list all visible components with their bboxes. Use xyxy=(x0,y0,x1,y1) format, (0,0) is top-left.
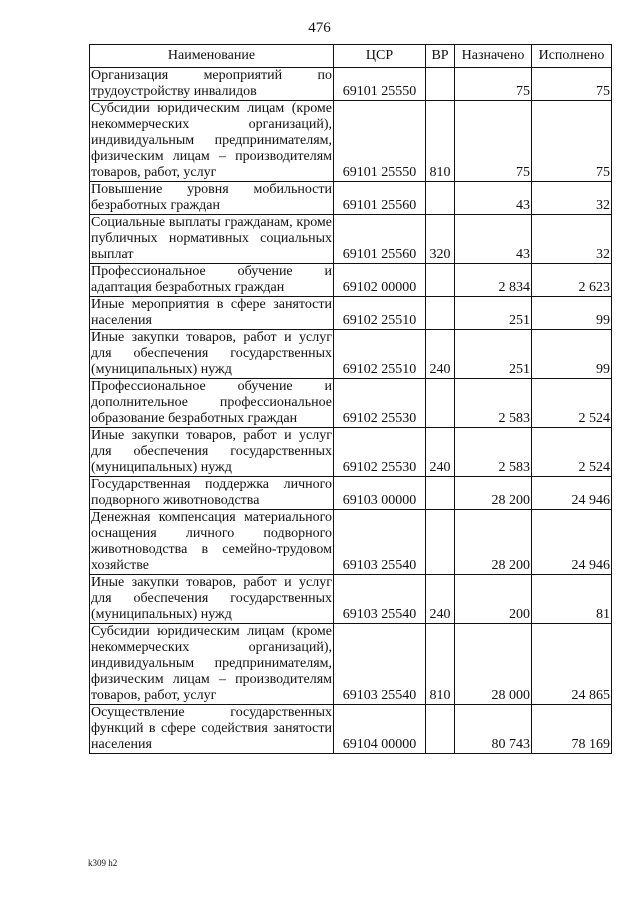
header-executed: Исполнено xyxy=(532,45,612,68)
table-row xyxy=(90,215,612,264)
table-row xyxy=(90,297,612,330)
cell-executed: 99 xyxy=(532,297,612,330)
cell-executed: 75 xyxy=(532,68,612,101)
cell-planned: 251 xyxy=(455,297,532,330)
cell-vr: 810 xyxy=(426,101,455,182)
cell-name: Социальные выплаты гражданам, кроме публичных нормативных социальных выплат xyxy=(91,215,332,262)
cell-executed: 99 xyxy=(532,330,612,379)
cell-planned: 43 xyxy=(455,182,532,215)
cell-csr: 69101 25550 xyxy=(334,101,426,182)
cell-vr xyxy=(426,68,455,101)
cell-name: Денежная компенсация материального оснащения личного подворного животноводства в семейно-трудовом хозяйстве xyxy=(91,510,332,573)
table-row xyxy=(90,330,612,379)
cell-csr: 69102 25530 xyxy=(334,428,426,477)
cell-planned: 2 583 xyxy=(455,379,532,428)
table-row xyxy=(90,575,612,624)
header-csr: ЦСР xyxy=(334,45,426,68)
cell-vr xyxy=(426,510,455,575)
table-row xyxy=(90,510,612,575)
cell-planned: 200 xyxy=(455,575,532,624)
cell-csr: 69104 00000 xyxy=(334,705,426,754)
cell-vr: 240 xyxy=(426,330,455,379)
footer-code: k309 h2 xyxy=(88,858,118,868)
table-row xyxy=(90,379,612,428)
header-vr: ВР xyxy=(426,45,455,68)
cell-executed: 24 865 xyxy=(532,624,612,705)
cell-planned: 2 834 xyxy=(455,264,532,297)
cell-name: Профессиональное обучение и дополнительное профессиональное образование безработных граждан xyxy=(91,379,332,426)
cell-executed: 24 946 xyxy=(532,477,612,510)
cell-name: Субсидии юридическим лицам (кроме некоммерческих организаций), индивидуальным предпринимателям, физическим лицам – производителям товаров, работ, услуг xyxy=(91,624,332,703)
cell-executed: 2 623 xyxy=(532,264,612,297)
cell-vr xyxy=(426,705,455,754)
cell-name: Государственная поддержка личного подворного животноводства xyxy=(91,477,332,508)
cell-vr xyxy=(426,297,455,330)
table-body xyxy=(90,68,612,754)
cell-vr: 240 xyxy=(426,428,455,477)
cell-planned: 75 xyxy=(455,101,532,182)
cell-executed: 81 xyxy=(532,575,612,624)
cell-csr: 69102 25510 xyxy=(334,297,426,330)
cell-executed: 2 524 xyxy=(532,379,612,428)
cell-vr xyxy=(426,477,455,510)
cell-executed: 2 524 xyxy=(532,428,612,477)
cell-csr: 69103 25540 xyxy=(334,575,426,624)
cell-csr: 69101 25560 xyxy=(334,182,426,215)
cell-vr xyxy=(426,182,455,215)
cell-csr: 69101 25560 xyxy=(334,215,426,264)
cell-vr xyxy=(426,379,455,428)
cell-executed: 78 169 xyxy=(532,705,612,754)
cell-name: Профессиональное обучение и адаптация безработных граждан xyxy=(91,264,332,295)
header-planned: Назначено xyxy=(455,45,532,68)
cell-name: Субсидии юридическим лицам (кроме некоммерческих организаций), индивидуальным предпринимателям, физическим лицам – производителям товаров, работ, услуг xyxy=(91,101,332,180)
cell-executed: 32 xyxy=(532,215,612,264)
cell-vr: 320 xyxy=(426,215,455,264)
cell-planned: 80 743 xyxy=(455,705,532,754)
cell-planned: 28 000 xyxy=(455,624,532,705)
cell-csr: 69103 25540 xyxy=(334,510,426,575)
cell-csr: 69102 25510 xyxy=(334,330,426,379)
table-header-row xyxy=(90,45,612,68)
cell-executed: 32 xyxy=(532,182,612,215)
cell-planned: 28 200 xyxy=(455,510,532,575)
cell-vr: 810 xyxy=(426,624,455,705)
cell-name: Иные мероприятия в сфере занятости населения xyxy=(91,297,332,328)
table-row xyxy=(90,101,612,182)
table-row xyxy=(90,264,612,297)
budget-table xyxy=(89,44,612,754)
table-row xyxy=(90,182,612,215)
cell-name: Иные закупки товаров, работ и услуг для обеспечения государственных (муниципальных) нужд xyxy=(91,575,332,622)
cell-planned: 28 200 xyxy=(455,477,532,510)
header-name: Наименование xyxy=(90,45,334,68)
table-row xyxy=(90,705,612,754)
table-row xyxy=(90,477,612,510)
cell-name: Повышение уровня мобильности безработных граждан xyxy=(91,182,332,213)
cell-planned: 43 xyxy=(455,215,532,264)
table-row xyxy=(90,428,612,477)
cell-name: Иные закупки товаров, работ и услуг для обеспечения государственных (муниципальных) нужд xyxy=(91,428,332,475)
cell-csr: 69103 25540 xyxy=(334,624,426,705)
cell-name: Осуществление государственных функций в сфере содействия занятости населения xyxy=(91,705,332,752)
page-number: 476 xyxy=(308,20,331,36)
table-row xyxy=(90,68,612,101)
cell-executed: 24 946 xyxy=(532,510,612,575)
cell-csr: 69102 25530 xyxy=(334,379,426,428)
cell-vr: 240 xyxy=(426,575,455,624)
cell-planned: 251 xyxy=(455,330,532,379)
cell-name: Организация мероприятий по трудоустройству инвалидов xyxy=(91,68,332,99)
cell-name: Иные закупки товаров, работ и услуг для обеспечения государственных (муниципальных) нужд xyxy=(91,330,332,377)
cell-vr xyxy=(426,264,455,297)
cell-planned: 75 xyxy=(455,68,532,101)
table-row xyxy=(90,624,612,705)
cell-csr: 69103 00000 xyxy=(334,477,426,510)
cell-csr: 69102 00000 xyxy=(334,264,426,297)
cell-planned: 2 583 xyxy=(455,428,532,477)
cell-csr: 69101 25550 xyxy=(334,68,426,101)
cell-executed: 75 xyxy=(532,101,612,182)
